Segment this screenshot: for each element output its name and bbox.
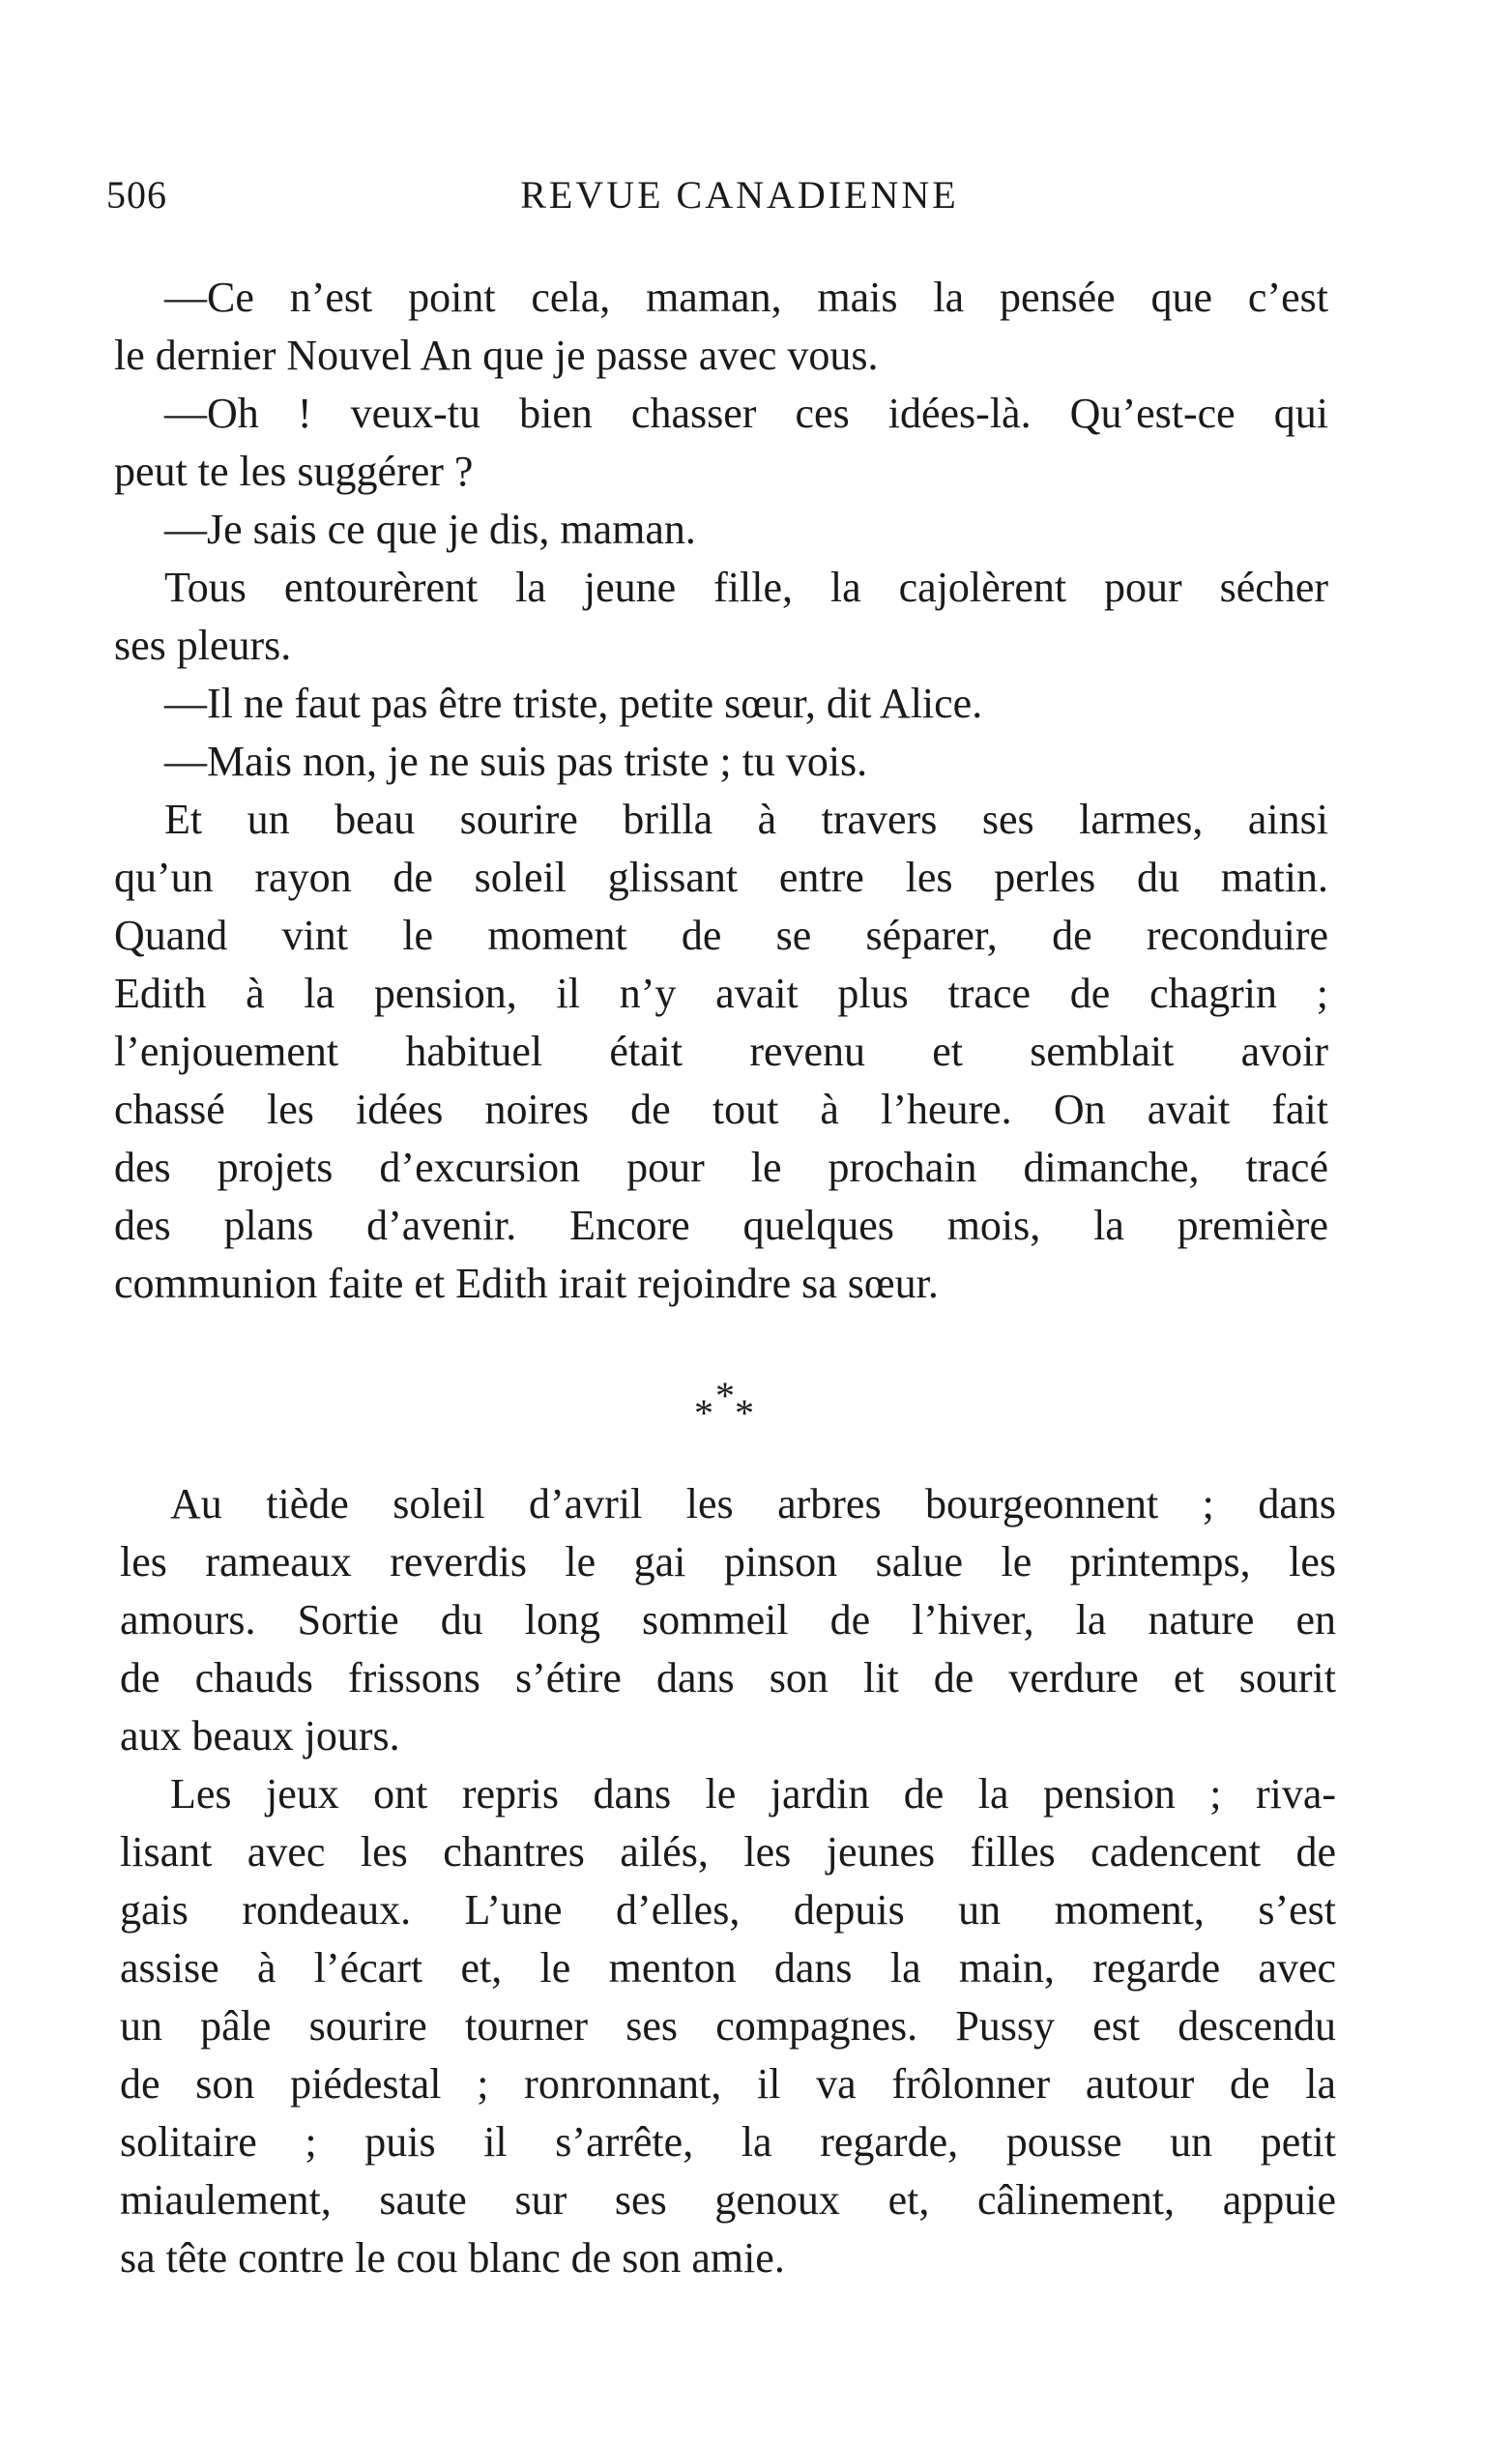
page-header: [106, 172, 1373, 230]
page-number: 506: [106, 173, 167, 217]
text-line: —Oh ! veux-tu bien chasser ces idées-là. Qu’est-ce qui: [164, 390, 1328, 437]
text-line: —Mais non, je ne suis pas triste ; tu vois.: [164, 738, 868, 785]
text-line: amours. Sortie du long sommeil de l’hiver, la nature en: [120, 1596, 1336, 1644]
text-line: qu’un rayon de soleil glissant entre les perles du matin.: [114, 854, 1328, 901]
running-title: REVUE CANADIENNE: [520, 173, 959, 217]
text-line: chassé les idées noires de tout à l’heure. On avait fait: [114, 1086, 1328, 1133]
text-line: —Ce n’est point cela, maman, mais la pensée que c’est: [164, 274, 1328, 321]
text-line: sa tête contre le cou blanc de son amie.: [120, 2234, 785, 2282]
section-separator: [0, 1373, 1512, 1440]
text-line: des projets d’excursion pour le prochain dimanche, tracé: [114, 1144, 1328, 1191]
text-line: Les jeux ont repris dans le jardin de la pension ; riva-: [170, 1770, 1336, 1818]
asterism-star: *: [715, 1374, 735, 1417]
text-line: peut te les suggérer ?: [114, 448, 474, 495]
text-line: Et un beau sourire brilla à travers ses larmes, ainsi: [164, 796, 1328, 843]
text-line: Tous entourèrent la jeune fille, la cajolèrent pour sécher: [164, 564, 1328, 611]
text-line: gais rondeaux. L’une d’elles, depuis un moment, s’est: [120, 1886, 1336, 1934]
text-line: Au tiède soleil d’avril les arbres bourgeonnent ; dans: [170, 1480, 1336, 1528]
text-line: Quand vint le moment de se séparer, de reconduire: [114, 912, 1328, 959]
asterism-star: *: [694, 1391, 713, 1435]
text-line: de son piédestal ; ronronnant, il va frôlonner autour de la: [120, 2060, 1336, 2108]
asterism-star: *: [735, 1391, 754, 1435]
text-line: aux beaux jours.: [120, 1712, 400, 1760]
text-line: communion faite et Edith irait rejoindre sa sœur.: [114, 1260, 939, 1307]
text-line: le dernier Nouvel An que je passe avec vous.: [114, 332, 879, 379]
text-line: miaulement, saute sur ses genoux et, câlinement, appuie: [120, 2176, 1336, 2224]
text-line: ses pleurs.: [114, 622, 292, 669]
text-line: lisant avec les chantres ailés, les jeunes filles cadencent de: [120, 1828, 1336, 1876]
text-line: de chauds frissons s’étire dans son lit de verdure et sourit: [120, 1654, 1336, 1702]
text-line: les rameaux reverdis le gai pinson salue le printemps, les: [120, 1538, 1336, 1586]
text-line: l’enjouement habituel était revenu et semblait avoir: [114, 1028, 1328, 1075]
text-line: assise à l’écart et, le menton dans la main, regarde avec: [120, 1944, 1336, 1992]
text-line: un pâle sourire tourner ses compagnes. Pussy est descendu: [120, 2002, 1336, 2050]
text-line: solitaire ; puis il s’arrête, la regarde, pousse un petit: [120, 2118, 1336, 2166]
text-line: Edith à la pension, il n’y avait plus trace de chagrin ;: [114, 970, 1328, 1017]
text-line: —Je sais ce que je dis, maman.: [164, 506, 696, 553]
text-line: des plans d’avenir. Encore quelques mois, la première: [114, 1202, 1328, 1249]
text-line: —Il ne faut pas être triste, petite sœur, dit Alice.: [164, 680, 983, 727]
